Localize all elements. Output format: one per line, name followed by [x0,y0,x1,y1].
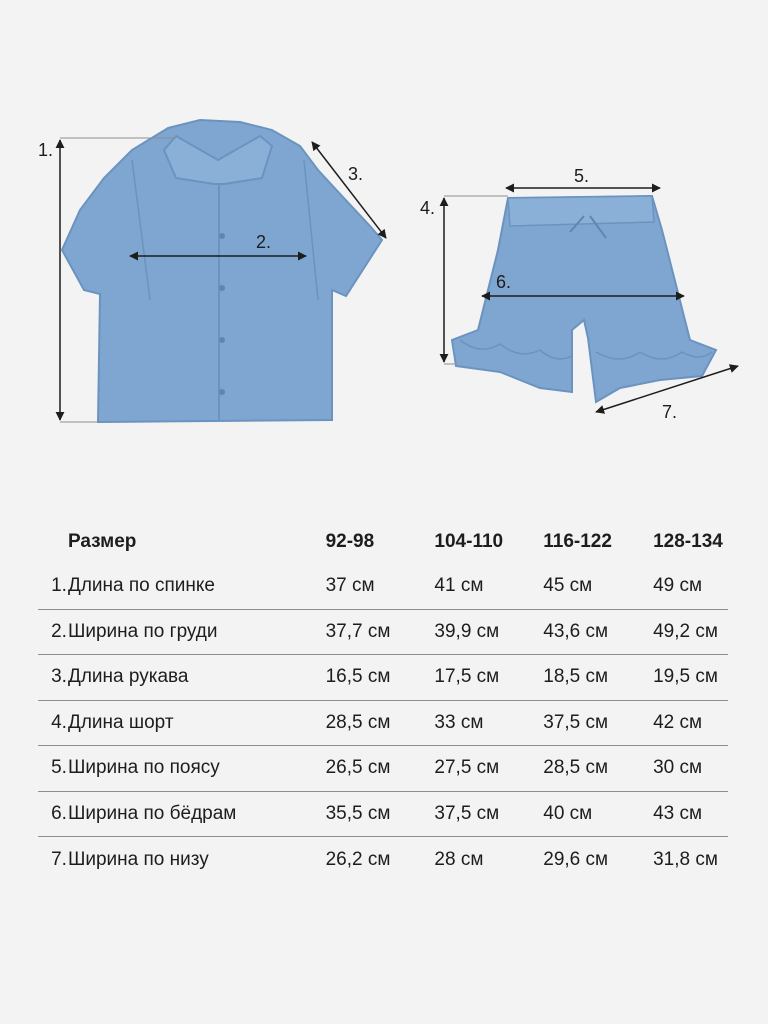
row-label: Ширина по груди [67,620,218,642]
size-table [38,520,728,883]
shorts-illustration [452,196,716,402]
size-header-label: Размер [67,531,137,552]
row-value: 16,5 см [325,666,391,688]
row-number: 2. [51,620,67,642]
row-value: 28 см [434,848,484,870]
row-label: Ширина по поясу [67,757,220,779]
row-value: 29,6 см [543,848,609,870]
row-value: 27,5 см [434,757,500,779]
table-header-row [38,520,728,564]
table-row [38,701,728,747]
row-value: 37,5 см [543,711,609,733]
row-value: 45 см [543,575,593,597]
row-value: 37,7 см [325,620,391,642]
table-row [38,837,728,883]
measure-5-label: 5. [574,166,590,186]
row-label: Длина рукава [67,666,189,688]
measure-7-label: 7. [662,402,678,422]
row-value: 49,2 см [653,620,718,642]
row-label: Длина по спинке [67,575,215,597]
row-value: 41 см [434,575,484,597]
row-value: 26,5 см [325,757,391,779]
row-value: 19,5 см [653,666,718,688]
row-value: 37 см [325,575,375,597]
measure-6-label: 6. [496,272,512,292]
row-value: 18,5 см [543,666,609,688]
table-row [38,792,728,838]
row-value: 17,5 см [434,666,500,688]
row-value: 42 см [653,711,703,733]
table-row [38,610,728,656]
row-value: 49 см [653,575,703,597]
row-value: 43,6 см [543,620,609,642]
row-label: Длина шорт [67,711,174,733]
size-header-3: 116-122 [543,531,612,552]
row-value: 30 см [653,757,703,779]
row-label: Ширина по низу [67,848,209,870]
size-header-4: 128-134 [653,531,723,552]
row-value: 37,5 см [434,802,500,824]
measure-4-label: 4. [420,198,436,218]
measure-2-label: 2. [256,232,272,252]
row-value: 28,5 см [543,757,609,779]
row-value: 39,9 см [434,620,500,642]
size-diagram [0,0,768,470]
row-number: 5. [51,757,67,779]
table-row [38,564,728,610]
row-value: 31,8 см [653,848,718,870]
row-value: 33 см [434,711,484,733]
measure-5-waist-width [506,166,660,188]
row-value: 43 см [653,802,703,824]
row-value: 26,2 см [325,848,391,870]
table-row [38,746,728,792]
row-number: 3. [51,666,67,688]
row-number: 6. [51,802,67,824]
row-value: 35,5 см [325,802,391,824]
size-header-1: 92-98 [325,531,375,552]
row-number: 1. [51,575,67,597]
row-value: 40 см [543,802,593,824]
shirt-illustration [62,120,382,422]
row-number: 4. [51,711,67,733]
measure-1-label: 1. [38,140,54,160]
measure-3-label: 3. [348,164,364,184]
size-header-2: 104-110 [434,531,504,552]
table-row [38,655,728,701]
row-number: 7. [51,848,67,870]
row-label: Ширина по бёдрам [67,802,237,824]
row-value: 28,5 см [325,711,391,733]
